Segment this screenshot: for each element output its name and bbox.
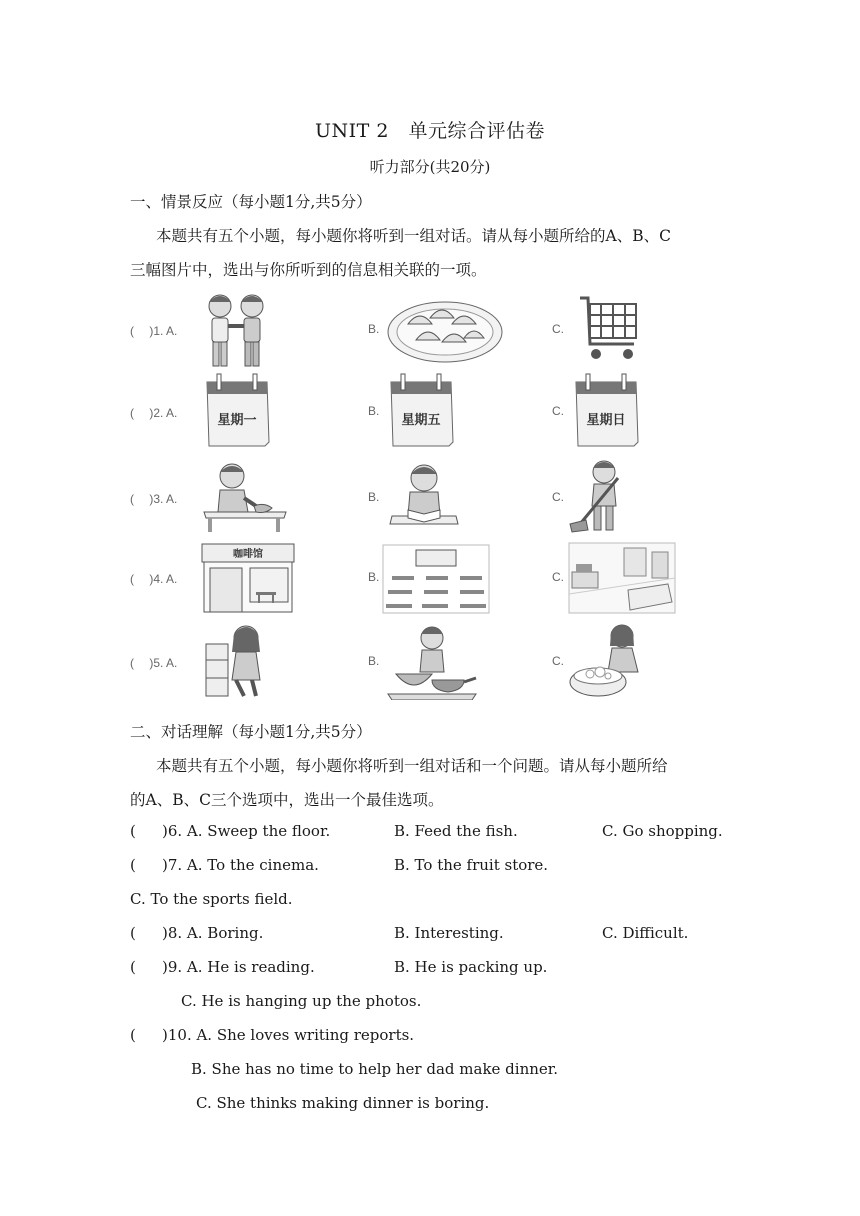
- q9-option-a[interactable]: )9. A. He is reading.: [162, 958, 315, 976]
- cafe-sign-text: 咖啡馆: [233, 549, 263, 560]
- dumplings-plate-icon[interactable]: [386, 294, 504, 364]
- q6-paren: (: [130, 822, 136, 840]
- q3-option-c: C.: [552, 490, 564, 504]
- q6-option-b[interactable]: B. Feed the fish.: [394, 822, 518, 840]
- q6-option-a[interactable]: )6. A. Sweep the floor.: [162, 822, 331, 840]
- q3-number: ( )3. A.: [130, 492, 178, 506]
- part1-instruction-line2: 三幅图片中，选出与你所听到的信息相关联的一项。: [130, 261, 487, 279]
- q9-paren: (: [130, 958, 136, 976]
- q8-paren: (: [130, 924, 136, 942]
- q7-option-a[interactable]: )7. A. To the cinema.: [162, 856, 319, 874]
- calendar-monday-icon[interactable]: [203, 372, 273, 448]
- calendar-text-c: 星期日: [586, 413, 626, 428]
- cafe-storefront-icon[interactable]: [200, 542, 296, 614]
- calendar-sunday-icon[interactable]: [572, 372, 642, 448]
- handshake-picture-icon[interactable]: [200, 292, 272, 368]
- q5-option-b: B.: [368, 654, 380, 668]
- q7-option-b[interactable]: B. To the fruit store.: [394, 856, 549, 874]
- q4-option-c: C.: [552, 570, 564, 584]
- q2-option-b: B.: [368, 404, 380, 418]
- q8-option-c[interactable]: C. Difficult.: [602, 924, 689, 942]
- q8-option-b[interactable]: B. Interesting.: [394, 924, 504, 942]
- calendar-text-a: 星期一: [217, 413, 257, 428]
- q10-paren: (: [130, 1026, 136, 1044]
- q3-option-b: B.: [368, 490, 380, 504]
- shopping-cart-icon[interactable]: [578, 294, 642, 362]
- q6-option-c[interactable]: C. Go shopping.: [602, 822, 723, 840]
- part1-instruction-line1: 本题共有五个小题，每小题你将听到一组对话。请从每小题所给的A、B、C: [156, 227, 671, 245]
- q8-option-a[interactable]: )8. A. Boring.: [162, 924, 264, 942]
- q2-number: ( )2. A.: [130, 406, 178, 420]
- part1-heading: 一、情景反应（每小题1分,共5分）: [130, 193, 372, 211]
- page-title: UNIT 2 单元综合评估卷: [315, 120, 545, 142]
- q10-option-c[interactable]: C. She thinks making dinner is boring.: [196, 1094, 490, 1112]
- q5-option-c: C.: [552, 654, 564, 668]
- boy-cleaning-table-icon[interactable]: [200, 460, 288, 532]
- part2-instruction-line1: 本题共有五个小题，每小题你将听到一组对话和一个问题。请从每小题所给: [156, 757, 668, 775]
- boy-reading-icon[interactable]: [388, 460, 460, 532]
- q7-option-c[interactable]: C. To the sports field.: [130, 890, 293, 908]
- q9-option-b[interactable]: B. He is packing up.: [394, 958, 548, 976]
- girl-washing-clothes-icon[interactable]: [568, 620, 648, 700]
- q1-option-b: B.: [368, 322, 380, 336]
- page-subtitle: 听力部分(共20分): [369, 158, 491, 176]
- q9-option-c[interactable]: C. He is hanging up the photos.: [181, 992, 422, 1010]
- q10-option-b[interactable]: B. She has no time to help her dad make dinner.: [191, 1060, 559, 1078]
- q1-number: ( )1. A.: [130, 324, 178, 338]
- calendar-text-b: 星期五: [401, 413, 441, 428]
- calendar-friday-icon[interactable]: [387, 372, 457, 448]
- bedroom-icon[interactable]: [568, 542, 676, 614]
- part2-heading: 二、对话理解（每小题1分,共5分）: [130, 723, 372, 741]
- q2-option-c: C.: [552, 404, 564, 418]
- q5-number: ( )5. A.: [130, 656, 178, 670]
- q1-option-c: C.: [552, 322, 564, 336]
- part2-instruction-line2: 的A、B、C三个选项中，选出一个最佳选项。: [130, 791, 444, 809]
- girl-cooking-icon[interactable]: [386, 622, 478, 700]
- q4-number: ( )4. A.: [130, 572, 178, 586]
- boy-sweeping-floor-icon[interactable]: [568, 458, 632, 536]
- q10-option-a[interactable]: )10. A. She loves writing reports.: [162, 1026, 415, 1044]
- q7-paren: (: [130, 856, 136, 874]
- girl-putting-away-clothes-icon[interactable]: [202, 622, 266, 700]
- classroom-icon[interactable]: [382, 544, 490, 614]
- q4-option-b: B.: [368, 570, 380, 584]
